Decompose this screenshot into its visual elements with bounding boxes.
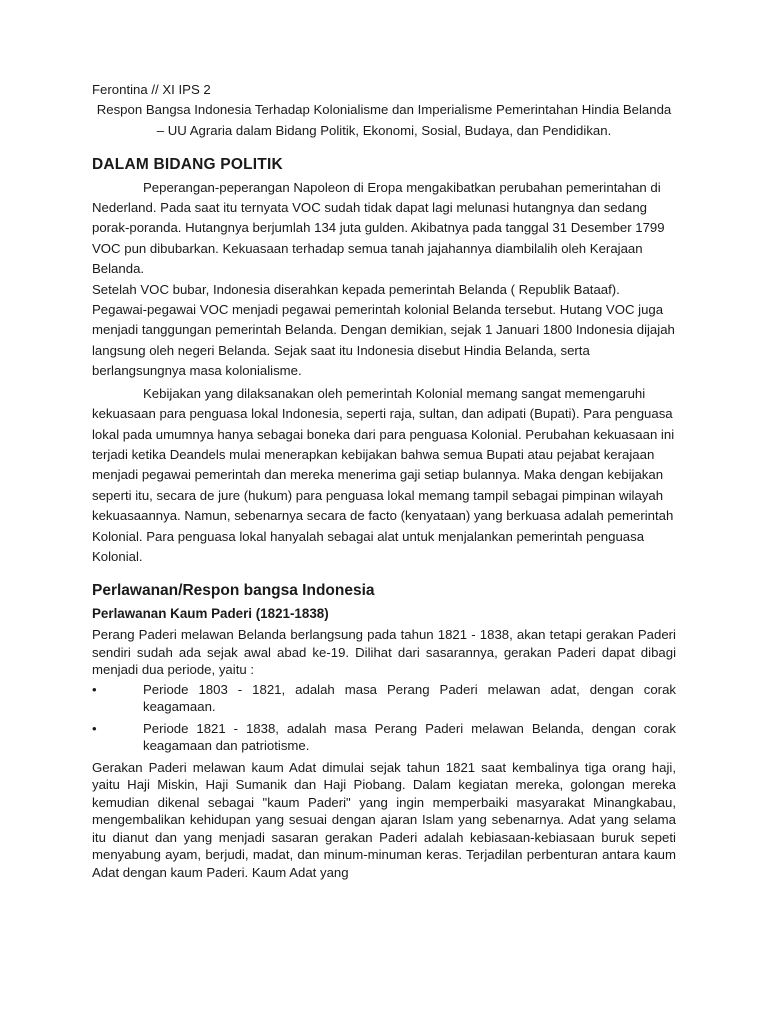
bullet-icon: • [92, 681, 97, 697]
bullet-icon: • [92, 720, 97, 736]
politik-paragraph-2: Setelah VOC bubar, Indonesia diserahkan kepada pemerintah Belanda ( Republik Bataaf). Pegawai-pegawai VOC menjadi pegawai pemerintah kolonial Belanda tersebut. Hutang VOC juga menjadi tanggungan pemerintah Belanda. Dengan demikian, sejak 1 Januari 1800 Indonesia dijajah langsung oleh negeri Belanda. Sejak saat itu Indonesia disebut Hindia Belanda, serta berlangsungnya masa kolonialisme. [92, 281, 675, 379]
subheading-paderi: Perlawanan Kaum Paderi (1821-1838) [92, 605, 329, 621]
politik-paragraph-1: Peperangan-peperangan Napoleon di Eropa mengakibatkan perubahan pemerintahan di Nederland. Pada saat itu ternyata VOC sudah tidak dapat lagi melunasi hutangnya dan sedang porak-poranda. Hutangnya berjumlah 134 juta gulden. Akibatnya pada tanggal 31 Desember 1799 VOC pun dibubarkan. Kekuasaan terhadap semua tanah jajahannya diambilalih oleh Kerajaan Belanda. [92, 179, 665, 277]
paderi-intro: Perang Paderi melawan Belanda berlangsung pada tahun 1821 - 1838, akan tetapi gerakan Paderi sendiri sudah ada sejak awal abad ke-19. Dilihat dari sasarannya, gerakan Paderi dapat dibagi menjadi dua periode, yaitu : [92, 627, 676, 678]
list-item-text: Periode 1821 - 1838, adalah masa Perang Paderi melawan Belanda, dengan corak keagamaan dan patriotisme. [143, 720, 676, 754]
list-item [92, 681, 676, 716]
author-line: Ferontina // XI IPS 2 [92, 82, 211, 97]
list-item [92, 720, 676, 755]
document-title: Respon Bangsa Indonesia Terhadap Kolonialisme dan Imperialisme Pemerintahan Hindia Belanda – UU Agraria dalam Bidang Politik, Ekonomi, Sosial, Budaya, dan Pendidikan. [96, 102, 672, 138]
document-page [92, 80, 676, 881]
list-item-text: Periode 1803 - 1821, adalah masa Perang Paderi melawan adat, dengan corak keagamaan. [143, 681, 676, 715]
paderi-paragraph: Gerakan Paderi melawan kaum Adat dimulai sejak tahun 1821 saat kembalinya tiga orang haji, yaitu Haji Miskin, Haji Sumanik dan Haji Piobang. Dalam kegiatan mereka, golongan mereka kemudian dikenal sebagai "kaum Paderi" yang ingin memperbaiki masyarakat Minangkabau, mengembalikan kehidupan yang sesuai dengan ajaran Islam yang sebenarnya. Adat yang selama itu dianut dan yang menjadi sasaran gerakan Paderi adalah kebiasaan-kebiasaan buruk sepeti menyabung ayam, berjudi, madat, dan minum-minuman keras. Terjadilan perbenturan antara kaum Adat dengan kaum Paderi. Kaum Adat yang [92, 759, 676, 880]
section-heading-perlawanan: Perlawanan/Respon bangsa Indonesia [92, 582, 375, 600]
section-heading-politik: DALAM BIDANG POLITIK [92, 156, 283, 174]
politik-paragraph-3: Kebijakan yang dilaksanakan oleh pemerintah Kolonial memang sangat memengaruhi kekuasaan para penguasa lokal Indonesia, seperti raja, sultan, dan adipati (Bupati). Para penguasa lokal pada umumnya hanya sebagai boneka dari para penguasa Kolonial. Perubahan kekuasaan ini terjadi ketika Deandels mulai menerapkan kebijakan bahwa semua Bupati atau pejabat kerajaan menjadi pegawai pemerintah dan mereka menerima gaji setiap bulannya. Maka dengan kebijakan seperti itu, secara de jure (hukum) para penguasa lokal memang tampil sebagai pimpinan wilayah kekuasaannya. Namun, sebenarnya secara de facto (kenyataan) yang berkuasa adalah pemerintah Kolonial. Para penguasa lokal hanyalah sebagai alat untuk menjalankan pemerintah penguasa Kolonial. [92, 385, 675, 564]
